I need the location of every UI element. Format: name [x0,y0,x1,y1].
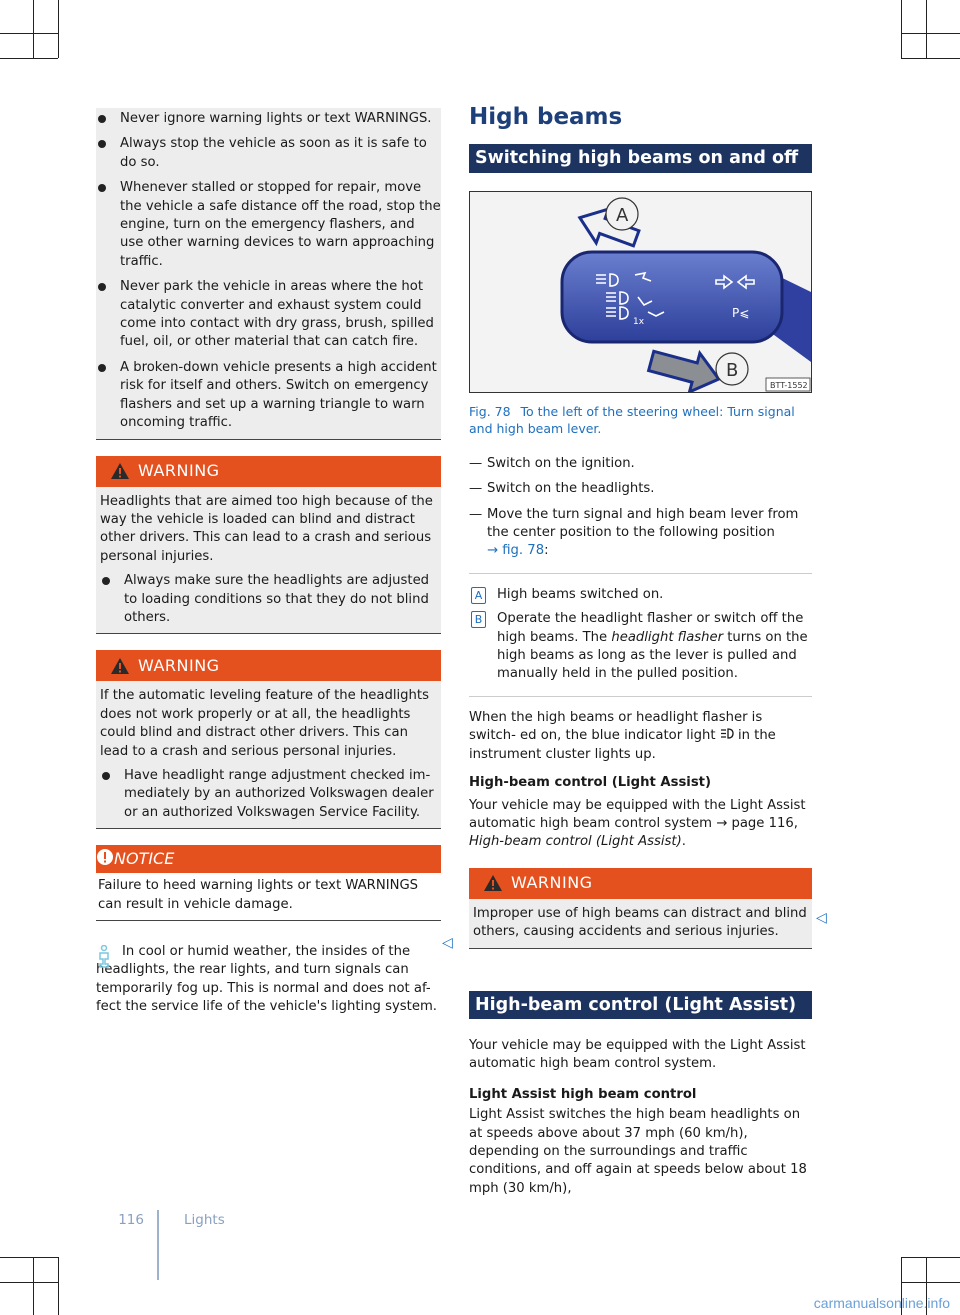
warning-triangle-icon [102,462,138,480]
crop-mark [926,0,927,58]
warning-title: WARNING [138,460,220,480]
left-column [96,108,441,1017]
parking-symbol: P⩽ [732,305,750,320]
figure-number: Fig. 78 [469,403,511,419]
lightbulb-icon [96,945,112,975]
list-item: — Switch on the ignition. [469,455,635,471]
figure-code: BTT-1552 [770,380,808,390]
list-item: — Switch on the headlights. [469,481,655,497]
turn-signal-lever-illustration [470,192,811,392]
paragraph: Light Assist switches the high beam headlights on at speeds above about 37 mph (60 km/h), depending on the surroundings and traffic conditions, and off again at speeds below about 18 mph (30 km/h), [469,1107,807,1196]
warning-header [96,456,441,487]
warning-continuation [96,108,441,440]
paragraph: Your vehicle may be equipped with the Light Assist automatic high beam control system → page 116, High-beam control (Light Assist). [469,797,806,850]
bullet-icon [98,115,106,123]
notice-body: Failure to heed warning lights or text WARNINGS can result in vehicle damage. [96,873,441,921]
page-number: 116 [118,1212,144,1228]
warning-triangle-icon [102,657,138,675]
caption-text: To the left of the steering wheel: Turn signal and high beam lever. [469,403,795,436]
fig-link[interactable]: → fig. 78 [487,543,545,559]
list-item: Have headlight range adjustment checked im- mediately by an authorized Volkswagen dealer or an authorized Volkswagen Service Facility. [100,767,437,822]
list-item: Never park the vehicle in areas where the hot catalytic converter and exhaust system could come into contact with dry grass, brush, spilled fuel, oil, or other material that can catch fire. [96,278,441,352]
figure-caption [469,403,812,437]
page-footer [110,1210,270,1285]
high-beam-indicator-icon [720,728,738,743]
right-column [469,104,812,1198]
crop-mark [0,58,58,59]
warning-text: If the automatic leveling feature of the headlights does not work properly or at all, the headlights could blind and distract other drivers. This can lead to a crash and serious personal injuries. [100,688,429,759]
crop-mark [901,1257,960,1258]
list-item: Always make sure the headlights are adjusted to loading conditions so that they do not blind others. [100,572,437,627]
steps [469,455,812,561]
page-title: High beams [469,104,623,130]
tip-block [96,943,441,1017]
legend-key: B [471,611,486,628]
crop-mark [0,1282,58,1283]
bullet-icon [102,772,110,780]
notice-header [96,845,441,873]
crop-mark [58,0,59,58]
notice-title: NOTICE [114,848,175,868]
crop-mark [901,0,902,58]
list-item: A broken-down vehicle presents a high accident risk for itself and others. Switch on emergency flashers and set up a warning triangle to warn oncoming traffic. [96,359,441,433]
warning-body [96,681,441,829]
figure-lever [469,191,812,393]
list-item: — Move the turn signal and high beam lever from the center position to the following position → fig. 78: [469,506,799,559]
figure-label-a: A [616,204,629,226]
crop-mark [901,33,960,34]
section-heading: Switching high beams on and off [469,144,812,172]
crop-mark [901,58,960,59]
subheading: High-beam control (Light Assist) [469,775,711,791]
paragraph: Your vehicle may be equipped with the Light Assist automatic high beam control system. [469,1037,806,1072]
warning-triangle-icon [475,874,511,892]
bullet-icon [98,283,106,291]
crop-mark [0,33,58,34]
bullet-icon [98,140,106,148]
notice-icon [96,848,114,870]
warning-title: WARNING [511,873,593,893]
legend-item: B Operate the headlight flasher or switch off the high beams. The headlight flasher turns on the high beams as long as the lever is pulled and manually held in the pulled position. [469,610,812,684]
warning-header [469,868,812,899]
legend-key: A [471,587,486,604]
divider [469,696,812,697]
list-item: Always stop the vehicle as soon as it is safe to do so. [96,135,441,172]
crop-mark [0,1257,58,1258]
footer-divider [157,1210,159,1280]
bullet-icon [98,184,106,192]
list-item: Never ignore warning lights or text WARNINGS. [96,110,441,128]
bullet-icon [102,577,110,585]
crop-mark [58,1257,59,1315]
warning-body [96,487,441,635]
warning-title: WARNING [138,655,220,675]
end-marker-icon: ◁ [816,910,827,926]
watermark: carmanualsonline.info [813,1295,950,1311]
crop-mark [33,1257,34,1315]
crop-mark [33,0,34,58]
section-heading: High-beam control (Light Assist) [469,991,812,1019]
crop-mark [901,1282,960,1283]
warning-text: Headlights that are aimed too high because of the way the vehicle is loaded can blind and distract other drivers. This can lead to a crash and serious personal injuries. [100,493,433,564]
tip-text: In cool or humid weather, the insides of the headlights, the rear lights, and turn signals can temporarily fog up. This is normal and does not af- fect the service life of the vehicle's lighting system. [96,944,437,1015]
warning-body: Improper use of high beams can distract and blind others, causing accidents and serious injuries. [469,899,812,949]
figure-badge: 1x [633,316,645,327]
legend-item: A High beams switched on. [469,586,812,604]
list-item: Whenever stalled or stopped for repair, move the vehicle a safe distance off the road, stop the engine, turn on the emergency flashers, and use other warning devices to warn approaching traffic. [96,179,441,271]
page-link[interactable]: → page 116, [716,815,798,831]
section-name: Lights [184,1212,225,1228]
bullet-icon [98,364,106,372]
warning-header [96,650,441,681]
end-marker-icon: ◁ [442,935,453,951]
divider [469,573,812,574]
paragraph: When the high beams or headlight flasher is switch- ed on, the blue indicator light in the instrument cluster lights up. [469,709,776,762]
figure-label-b: B [726,359,739,381]
subheading: Light Assist high beam control [469,1086,697,1102]
